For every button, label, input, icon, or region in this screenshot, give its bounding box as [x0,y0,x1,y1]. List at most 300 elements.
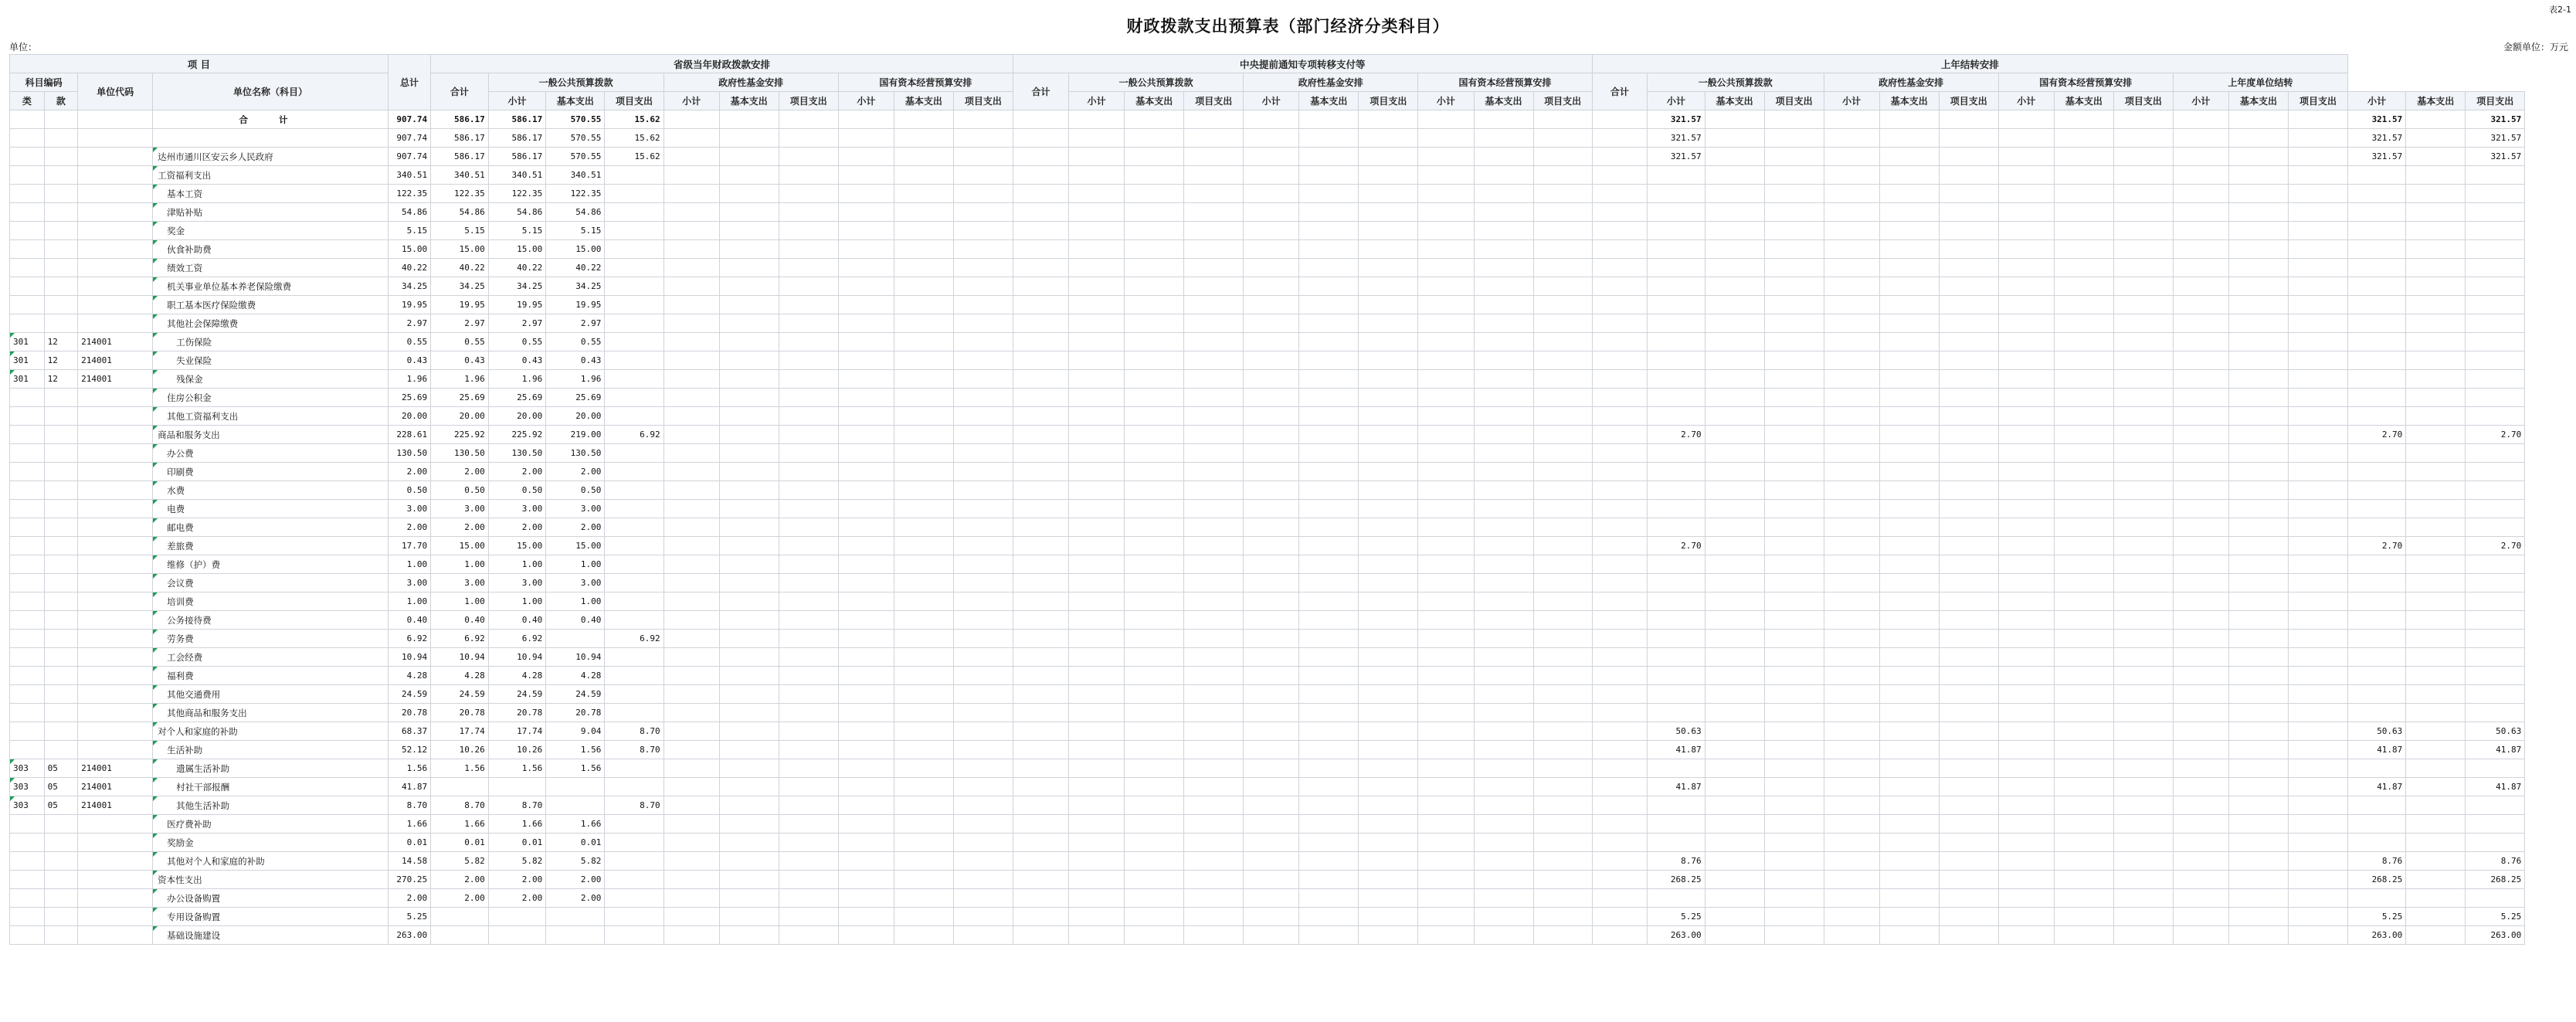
cell-amount [779,296,838,314]
cell-amount [1764,389,1824,407]
cell-amount [605,815,664,834]
header-g2-general: 一般公共预算拨款 [1069,73,1244,92]
cell-amount [1533,630,1592,648]
cell-amount [1125,222,1184,240]
cell-amount: 20.00 [431,407,489,426]
cell-amount [1592,926,1647,945]
cell-amount [2054,166,2113,185]
cell-amount [1299,389,1359,407]
cell-amount [1592,796,1647,815]
cell-amount [664,444,719,463]
cell-section [44,518,78,537]
cell-amount [1184,871,1244,889]
cell-amount [1998,518,2054,537]
cell-amount [838,426,894,444]
cell-amount [1879,815,1939,834]
cell-amount [2406,110,2466,129]
cell-amount [894,277,953,296]
cell-amount [894,685,953,704]
cell-amount [1069,889,1125,908]
header-group-central: 中央提前通知专项转移支付等 [1013,55,1592,73]
cell-amount [2054,481,2113,500]
cell-amount [2406,555,2466,574]
cell-amount [605,222,664,240]
cell-amount [1013,148,1068,166]
cell-amount [719,834,779,852]
cell-amount [1705,185,1764,203]
cell-amount [1125,796,1184,815]
cell-amount [1299,444,1359,463]
cell-unit-code: 214001 [78,778,153,796]
cell-amount: 0.01 [546,834,605,852]
cell-amount [1939,222,1998,240]
cell-amount [1998,815,2054,834]
cell-amount [1939,148,1998,166]
cell-amount [1705,611,1764,630]
cell-amount [953,630,1013,648]
cell-amount [1592,815,1647,834]
cell-amount [1359,722,1418,741]
cell-amount [1418,500,1474,518]
cell-amount [838,630,894,648]
cell-amount [1592,871,1647,889]
cell-amount [1824,389,1879,407]
cell-amount [953,741,1013,759]
cell-amount [838,463,894,481]
cell-amount: 20.78 [388,704,430,722]
cell-amount [1824,185,1879,203]
cell-amount: 54.86 [431,203,489,222]
cell-amount [2406,871,2466,889]
cell-amount: 3.00 [388,500,430,518]
cell-unit-name: 对个人和家庭的补助 [153,722,389,741]
cell-amount [1418,203,1474,222]
cell-amount [1244,240,1299,259]
cell-amount [1939,926,1998,945]
cell-amount [2406,203,2466,222]
cell-section: 12 [44,333,78,351]
table-row [10,592,2576,611]
cell-amount [1998,222,2054,240]
cell-amount [1125,759,1184,778]
cell-amount [2054,148,2113,166]
cell-amount [1359,240,1418,259]
cell-amount [1244,555,1299,574]
cell-amount [894,908,953,926]
cell-amount [1824,834,1879,852]
cell-amount [2229,166,2289,185]
cell-amount [1013,407,1068,426]
cell-amount [1069,704,1125,722]
cell-amount [1879,630,1939,648]
cell-amount [1705,759,1764,778]
table-row [10,185,2576,203]
cell-amount [1244,834,1299,852]
cell-amount [1184,444,1244,463]
cell-kind: 303 [10,759,45,778]
cell-amount [1013,852,1068,871]
cell-amount [2347,667,2405,685]
cell-amount [1879,222,1939,240]
cell-amount [2347,370,2405,389]
cell-amount [1069,926,1125,945]
table-row [10,333,2576,351]
cell-amount [1013,574,1068,592]
cell-amount [1998,240,2054,259]
cell-amount [664,351,719,370]
cell-amount [1998,759,2054,778]
cell-amount [1998,778,2054,796]
cell-amount [1648,834,1705,852]
cell-amount [1998,203,2054,222]
cell-amount [2466,574,2525,592]
cell-amount [1764,481,1824,500]
cell-amount [1125,926,1184,945]
cell-amount [1244,537,1299,555]
cell-section: 12 [44,351,78,370]
cell-amount [1244,222,1299,240]
cell-amount [1299,333,1359,351]
cell-kind [10,110,45,129]
cell-amount [2229,908,2289,926]
cell-amount [1533,185,1592,203]
cell-amount [2229,815,2289,834]
cell-amount [2347,555,2405,574]
cell-unit-code [78,611,153,630]
cell-amount [719,537,779,555]
cell-amount [1069,185,1125,203]
cell-amount [2173,389,2228,407]
cell-amount [1359,389,1418,407]
cell-amount [2173,481,2228,500]
cell-amount [894,185,953,203]
cell-amount [1764,333,1824,351]
cell-amount: 40.22 [388,259,430,277]
cell-amount [1824,815,1879,834]
cell-amount [1125,185,1184,203]
cell-amount [2173,704,2228,722]
cell-unit-name: 津贴补贴 [153,203,389,222]
cell-amount [1533,296,1592,314]
cell-section [44,871,78,889]
cell-unit-code [78,444,153,463]
cell-unit-code: 214001 [78,333,153,351]
cell-amount [1013,389,1068,407]
cell-amount [2229,648,2289,667]
cell-amount: 0.40 [388,611,430,630]
header-total: 总计 [388,55,430,110]
cell-amount [1069,203,1125,222]
cell-amount [1359,759,1418,778]
cell-amount: 263.00 [2347,926,2405,945]
cell-amount [1998,185,2054,203]
cell-amount [2229,741,2289,759]
cell-amount [1184,277,1244,296]
cell-amount [2113,667,2173,685]
cell-amount [1184,852,1244,871]
cell-amount [1764,796,1824,815]
cell-amount [2289,389,2348,407]
cell-kind [10,240,45,259]
cell-kind [10,815,45,834]
cell-amount [1474,630,1533,648]
cell-amount [2113,685,2173,704]
cell-amount [2406,648,2466,667]
cell-amount: 2.70 [1648,426,1705,444]
cell-amount: 41.87 [1648,778,1705,796]
cell-amount: 6.92 [431,630,489,648]
table-row [10,259,2576,277]
cell-amount [664,185,719,203]
cell-amount [1244,926,1299,945]
cell-amount: 1.00 [488,592,546,611]
cell-amount [1359,463,1418,481]
cell-amount [838,389,894,407]
cell-amount [1184,148,1244,166]
cell-amount [1705,667,1764,685]
cell-amount [838,185,894,203]
cell-amount [719,351,779,370]
cell-amount: 0.01 [431,834,489,852]
cell-amount [1299,240,1359,259]
cell-amount [1705,296,1764,314]
cell-amount [2406,759,2466,778]
cell-amount [2406,778,2466,796]
cell-amount [1824,796,1879,815]
cell-amount [838,370,894,389]
cell-amount [1939,834,1998,852]
cell-amount [1069,592,1125,611]
cell-amount [1125,296,1184,314]
cell-amount [2229,759,2289,778]
cell-amount [1244,722,1299,741]
cell-section [44,926,78,945]
cell-amount [1648,389,1705,407]
cell-amount [2347,834,2405,852]
cell-kind [10,555,45,574]
cell-amount [1592,648,1647,667]
cell-amount [1418,908,1474,926]
cell-amount: 24.59 [431,685,489,704]
cell-amount [1244,370,1299,389]
cell-amount: 50.63 [1648,722,1705,741]
cell-amount [1764,166,1824,185]
cell-amount [1069,296,1125,314]
cell-amount [1069,259,1125,277]
cell-amount [894,426,953,444]
cell-amount [1125,704,1184,722]
cell-amount [894,444,953,463]
cell-amount [719,426,779,444]
cell-amount [1299,110,1359,129]
cell-amount [1474,667,1533,685]
cell-amount [2054,889,2113,908]
cell-kind [10,592,45,611]
cell-amount [953,222,1013,240]
cell-amount: 2.97 [488,314,546,333]
cell-amount [1013,500,1068,518]
cell-amount [1648,704,1705,722]
cell-amount [1244,518,1299,537]
cell-amount: 54.86 [546,203,605,222]
cell-amount [2289,759,2348,778]
cell-amount [2173,555,2228,574]
cell-amount [1244,704,1299,722]
cell-amount [1879,778,1939,796]
cell-amount [838,518,894,537]
cell-amount [1474,778,1533,796]
cell-amount [719,611,779,630]
cell-amount [1648,518,1705,537]
cell-amount [1705,574,1764,592]
cell-amount [1592,370,1647,389]
cell-amount: 1.00 [488,555,546,574]
cell-amount: 1.00 [388,592,430,611]
cell-amount [838,110,894,129]
cell-amount [1705,926,1764,945]
cell-amount [2289,518,2348,537]
cell-amount [2406,722,2466,741]
cell-amount [894,370,953,389]
cell-amount [1939,704,1998,722]
cell-amount [1705,871,1764,889]
cell-amount [2054,648,2113,667]
cell-amount [1359,630,1418,648]
cell-amount: 907.74 [388,110,430,129]
header-basic-2: 基本支出 [719,92,779,110]
cell-amount [1533,463,1592,481]
cell-amount [838,296,894,314]
cell-amount [1879,333,1939,351]
cell-amount [1764,185,1824,203]
cell-amount [488,908,546,926]
table-row [10,852,2576,871]
cell-amount: 228.61 [388,426,430,444]
cell-amount [779,277,838,296]
cell-amount [2054,314,2113,333]
cell-amount: 25.69 [388,389,430,407]
cell-amount [2406,351,2466,370]
cell-amount [2466,351,2525,370]
cell-amount [2466,500,2525,518]
cell-amount [838,500,894,518]
header-basic-5: 基本支出 [1299,92,1359,110]
cell-amount [1592,704,1647,722]
cell-amount [1824,852,1879,871]
cell-amount: 321.57 [2347,148,2405,166]
cell-amount [1939,889,1998,908]
cell-amount: 15.00 [546,537,605,555]
cell-amount [1184,518,1244,537]
cell-amount [605,314,664,333]
cell-section [44,685,78,704]
cell-amount [1184,370,1244,389]
cell-amount [1592,667,1647,685]
cell-amount: 1.66 [488,815,546,834]
cell-amount [2289,778,2348,796]
cell-amount [719,741,779,759]
table-row [10,518,2576,537]
cell-amount [1069,834,1125,852]
cell-amount [2289,630,2348,648]
cell-amount [1125,722,1184,741]
cell-amount [1125,259,1184,277]
cell-amount [2289,574,2348,592]
cell-amount [1299,648,1359,667]
cell-amount: 34.25 [388,277,430,296]
cell-amount [1592,778,1647,796]
cell-section [44,166,78,185]
cell-amount [1764,240,1824,259]
cell-amount [719,240,779,259]
cell-amount [1939,277,1998,296]
cell-amount [1418,926,1474,945]
cell-amount [605,351,664,370]
cell-amount [1069,630,1125,648]
cell-amount [1418,611,1474,630]
cell-amount [1998,426,2054,444]
cell-section [44,148,78,166]
cell-amount [1648,277,1705,296]
cell-amount: 19.95 [388,296,430,314]
cell-amount [2054,926,2113,945]
cell-amount: 5.82 [431,852,489,871]
cell-unit-code [78,741,153,759]
cell-amount [1705,815,1764,834]
header-unit-name: 单位名称（科目） [153,73,389,110]
cell-amount [2229,333,2289,351]
cell-amount [1474,240,1533,259]
cell-amount [719,778,779,796]
cell-amount [2289,926,2348,945]
cell-amount: 907.74 [388,148,430,166]
cell-amount [1998,574,2054,592]
cell-amount: 586.17 [488,110,546,129]
cell-amount [1879,759,1939,778]
cell-amount [953,129,1013,148]
cell-amount [2173,110,2228,129]
cell-unit-code [78,592,153,611]
cell-amount [1705,555,1764,574]
cell-amount [1592,407,1647,426]
cell-amount: 6.92 [605,426,664,444]
cell-amount [1998,796,2054,815]
cell-amount [1939,333,1998,351]
cell-section [44,500,78,518]
cell-amount: 17.74 [488,722,546,741]
cell-amount [719,370,779,389]
cell-amount [1939,667,1998,685]
cell-amount: 130.50 [488,444,546,463]
cell-amount [719,296,779,314]
cell-amount [1764,555,1824,574]
cell-amount [1879,296,1939,314]
cell-amount [1125,148,1184,166]
cell-amount [719,259,779,277]
cell-unit-name: 其他商品和服务支出 [153,704,389,722]
cell-amount [1069,222,1125,240]
cell-amount: 5.15 [488,222,546,240]
cell-amount [1418,667,1474,685]
cell-amount [1533,370,1592,389]
cell-amount [1359,926,1418,945]
cell-kind: 301 [10,370,45,389]
cell-amount [2347,259,2405,277]
cell-amount [1939,630,1998,648]
cell-amount [894,481,953,500]
cell-amount [664,630,719,648]
cell-amount: 5.15 [431,222,489,240]
